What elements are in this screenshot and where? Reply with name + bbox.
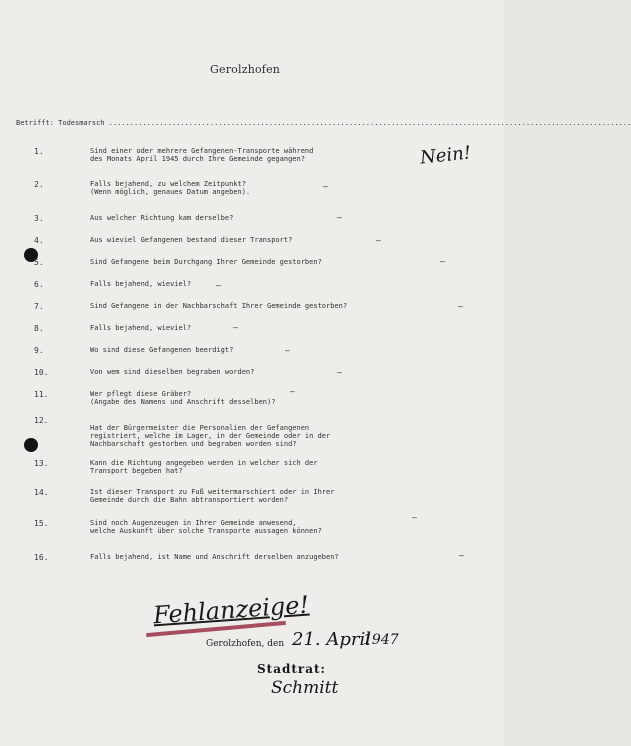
answer-dash: — xyxy=(376,236,381,245)
subject-text: Betrifft: Todesmarsch xyxy=(16,119,105,127)
handwritten-year: 1947 xyxy=(363,632,399,648)
question-row xyxy=(0,553,504,581)
question-text: Sind Gefangene beim Durchgang Ihrer Gemeinde gestorben? xyxy=(90,258,322,266)
answer-dash: — xyxy=(459,551,464,560)
question-text: Falls bejahend, ist Name und Anschrift derselben anzugeben? xyxy=(90,553,339,561)
subject-line xyxy=(16,119,631,127)
question-number: 13. xyxy=(34,459,49,468)
question-text: Falls bejahend, zu welchem Zeitpunkt? (Wenn möglich, genaues Datum angeben). xyxy=(90,180,251,196)
question-number: 4. xyxy=(34,236,44,245)
answer-dash: — xyxy=(290,387,295,396)
question-number: 5. xyxy=(34,258,44,267)
question-text: Aus wieviel Gefangenen bestand dieser Transport? xyxy=(90,236,293,244)
handwritten-date: 21. April xyxy=(292,629,371,650)
question-text: Hat der Bürgermeister die Personalien der Gefangenen registriert, welche im Lager, in der Gemeinde oder in der Nachbarschaft gestorben und begraben worden sind? xyxy=(90,424,331,448)
question-row xyxy=(0,459,504,487)
question-number: 15. xyxy=(34,519,49,528)
question-text: Wo sind diese Gefangenen beerdigt? xyxy=(90,346,234,354)
question-number: 12. xyxy=(34,416,49,425)
question-number: 7. xyxy=(34,302,44,311)
dotted-leader: ............................................................................................................................ xyxy=(108,119,631,127)
question-text: Von wem sind dieselben begraben worden? xyxy=(90,368,255,376)
question-text: Falls bejahend, wieviel? xyxy=(90,324,192,332)
question-number: 2. xyxy=(34,180,44,189)
question-number: 1. xyxy=(34,147,44,156)
question-number: 14. xyxy=(34,488,49,497)
question-text: Falls bejahend, wieviel? xyxy=(90,280,192,288)
answer-dash: — xyxy=(337,213,342,222)
question-row xyxy=(0,488,504,516)
question-number: 11. xyxy=(34,390,49,399)
signature: Schmitt xyxy=(271,678,339,698)
question-text: Sind noch Augenzeugen in Ihrer Gemeinde anwesend, welche Auskunft über solche Transporte aussagen können? xyxy=(90,519,322,535)
question-row xyxy=(0,180,504,208)
question-row xyxy=(0,387,504,418)
handwritten-answer: Nein! xyxy=(419,142,472,169)
question-text: Aus welcher Richtung kam derselbe? xyxy=(90,214,234,222)
answer-dash: — xyxy=(412,513,417,522)
question-number: 16. xyxy=(34,553,49,562)
place-date-line: Gerolzhofen, den xyxy=(206,639,285,649)
question-row xyxy=(0,513,504,547)
answer-dash: — xyxy=(458,302,463,311)
answer-dash: — xyxy=(323,182,328,191)
question-number: 8. xyxy=(34,324,44,333)
document-heading: Gerolzhofen xyxy=(210,63,281,76)
answer-dash: — xyxy=(440,257,445,266)
question-text: Sind Gefangene in der Nachbarschaft Ihrer Gemeinde gestorben? xyxy=(90,302,348,310)
office-label: Stadtrat: xyxy=(257,662,326,676)
question-text: Kann die Richtung angegeben werden in welcher sich der Transport begeben hat? xyxy=(90,459,318,475)
handwritten-stamp: Fehlanzeige! xyxy=(152,590,310,630)
question-text: Sind einer oder mehrere Gefangenen-Transporte während des Monats April 1945 durch Ihre Gemeinde gegangen? xyxy=(90,147,314,163)
answer-dash: — xyxy=(285,346,290,355)
question-text: Wer pflegt diese Gräber? (Angabe des Namens und Anschrift desselben)? xyxy=(90,390,276,406)
answer-dash: — xyxy=(337,368,342,377)
question-number: 3. xyxy=(34,214,44,223)
answer-dash: — xyxy=(216,281,221,290)
question-number: 6. xyxy=(34,280,44,289)
question-number: 9. xyxy=(34,346,44,355)
question-row xyxy=(0,416,504,448)
question-number: 10. xyxy=(34,368,49,377)
question-text: Ist dieser Transport zu Fuß weitermarschiert oder in Ihrer Gemeinde durch die Bahn abtransportiert worden? xyxy=(90,488,335,504)
answer-dash: — xyxy=(233,323,238,332)
